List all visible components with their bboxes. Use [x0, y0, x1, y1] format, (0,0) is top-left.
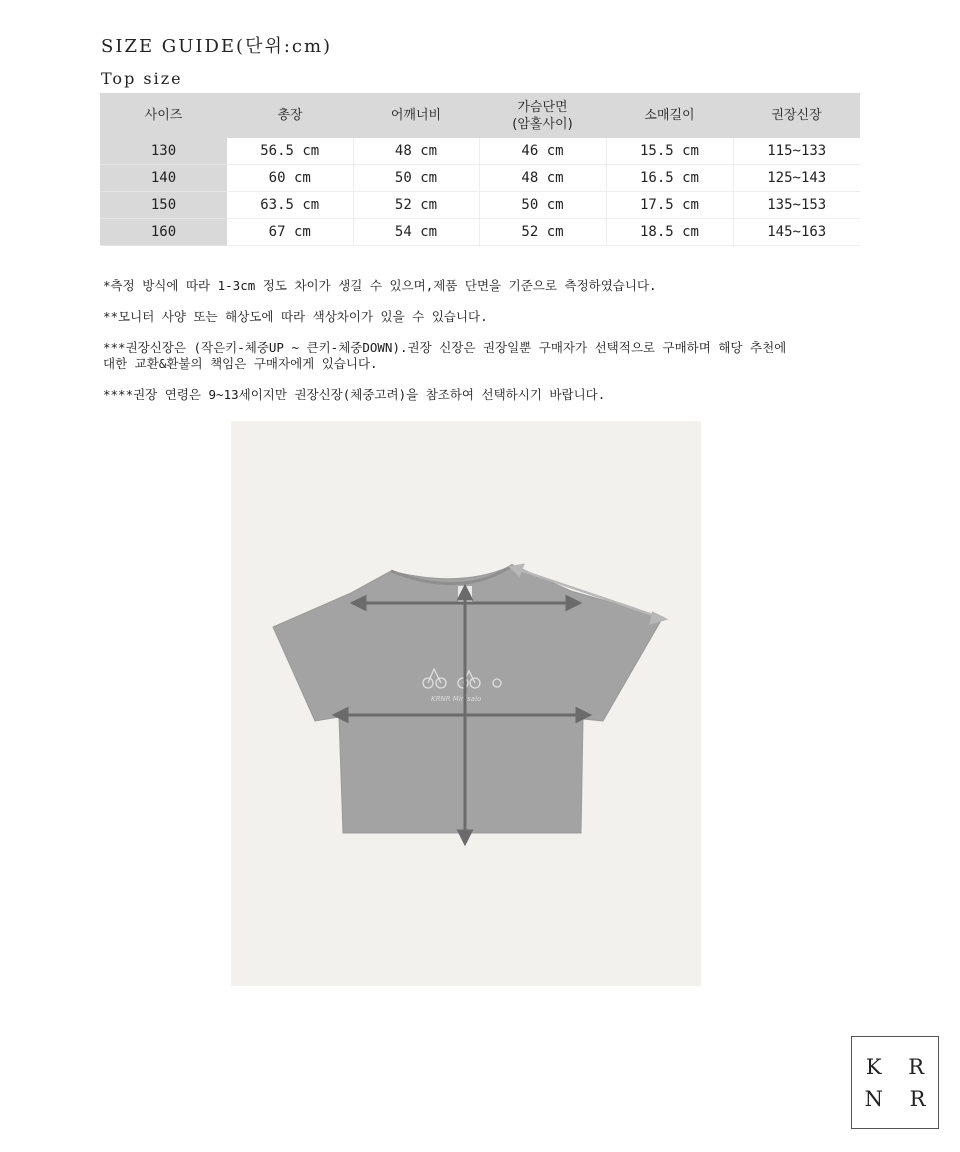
cell-chest-width: 52 cm	[479, 219, 606, 246]
cell-sleeve-length: 15.5 cm	[606, 138, 733, 165]
product-measurement-image	[231, 421, 701, 986]
svg-text:KRNR Minisalo: KRNR Minisalo	[431, 695, 482, 703]
note-recommended-height: ***권장신장은 (작은키-체중UP ~ 큰키-체중DOWN).권장 신장은 권장일뿐 구매자가 선택적으로 구매하며 해당 추천에 대한 교환&환불의 책임은 구매자에게 있습니다.	[103, 340, 787, 371]
cell-chest-width: 50 cm	[479, 192, 606, 219]
cell-shoulder-width: 52 cm	[353, 192, 479, 219]
cell-size: 140	[100, 165, 227, 192]
page-title: SIZE GUIDE(단위:cm)	[101, 36, 333, 57]
brand-logo	[851, 1036, 939, 1129]
cell-size: 150	[100, 192, 227, 219]
cell-total-length: 67 cm	[227, 219, 353, 246]
header-recommended-height: 권장신장	[733, 93, 860, 138]
note-measurement: *측정 방식에 따라 1-3cm 정도 차이가 생길 수 있으며,제품 단면을 기준으로 측정하였습니다.	[103, 278, 657, 293]
cell-recommended-height: 125~143	[733, 165, 860, 192]
cell-sleeve-length: 18.5 cm	[606, 219, 733, 246]
cell-total-length: 60 cm	[227, 165, 353, 192]
logo-line-1: K R	[865, 1054, 935, 1079]
note-recommended-age: ****권장 연령은 9~13세이지만 권장신장(체중고려)을 참조하여 선택하시기 바랍니다.	[103, 387, 606, 402]
header-shoulder-width: 어깨너비	[353, 93, 479, 138]
table-row	[100, 219, 860, 246]
cell-size: 160	[100, 219, 227, 246]
section-subtitle: Top size	[101, 69, 183, 88]
cell-shoulder-width: 48 cm	[353, 138, 479, 165]
header-sleeve-length: 소매길이	[606, 93, 733, 138]
table-row	[100, 192, 860, 219]
cell-chest-width: 48 cm	[479, 165, 606, 192]
tshirt-measurement-icon	[231, 421, 701, 986]
cell-total-length: 56.5 cm	[227, 138, 353, 165]
cell-chest-width: 46 cm	[479, 138, 606, 165]
cell-shoulder-width: 54 cm	[353, 219, 479, 246]
cell-recommended-height: 135~153	[733, 192, 860, 219]
cell-sleeve-length: 16.5 cm	[606, 165, 733, 192]
table-header-row	[100, 93, 860, 138]
cell-sleeve-length: 17.5 cm	[606, 192, 733, 219]
header-size: 사이즈	[100, 93, 227, 138]
cell-size: 130	[100, 138, 227, 165]
cell-recommended-height: 145~163	[733, 219, 860, 246]
note-monitor-color: **모니터 사양 또는 해상도에 따라 색상차이가 있을 수 있습니다.	[103, 309, 488, 324]
cell-recommended-height: 115~133	[733, 138, 860, 165]
cell-total-length: 63.5 cm	[227, 192, 353, 219]
header-chest-width: 가슴단면 (암홀사이)	[479, 93, 606, 138]
cell-shoulder-width: 50 cm	[353, 165, 479, 192]
size-notes	[103, 278, 893, 418]
table-row	[100, 138, 860, 165]
table-row	[100, 165, 860, 192]
header-total-length: 총장	[227, 93, 353, 138]
size-table	[100, 93, 860, 246]
logo-line-2: N R	[864, 1086, 936, 1111]
